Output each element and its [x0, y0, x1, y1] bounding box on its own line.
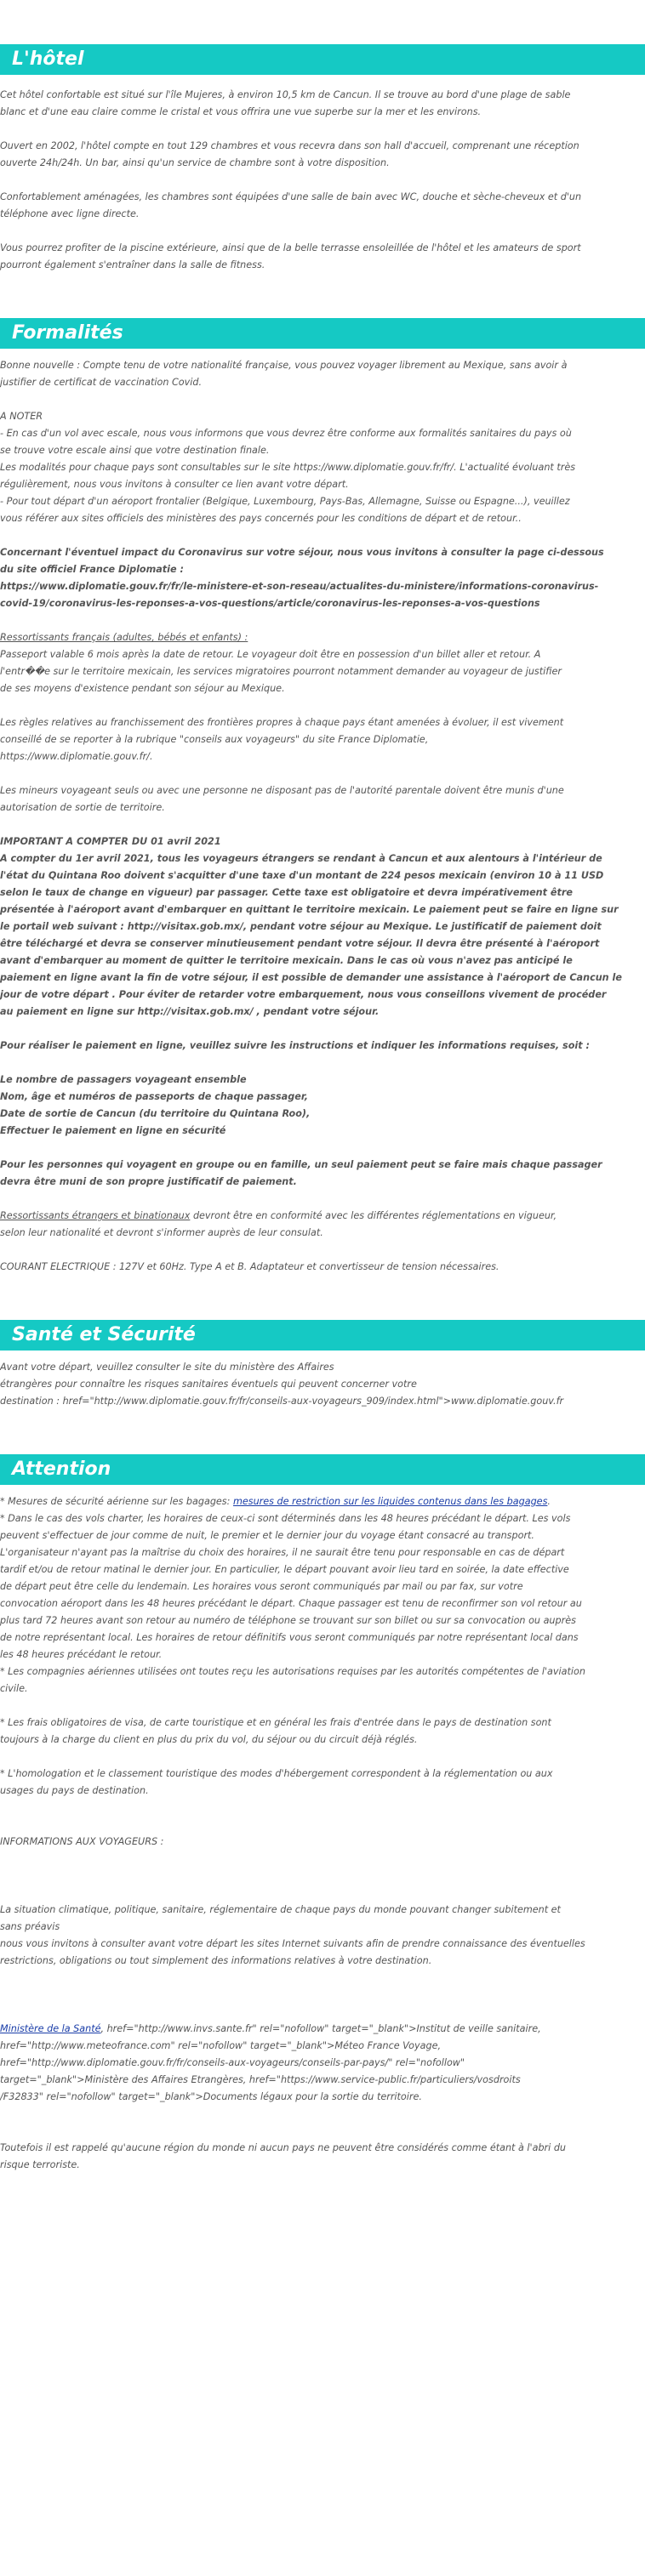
formalites-coronavirus: Concernant l'éventuel impact du Coronavirus sur votre séjour, nous vous invitons à consulter la page ci-dessous du site officiel France Diplomatie : https://www.diplomatie.gouv.fr/fr/le-ministere-et-son-reseau/actualites-du-ministere/informations-coronavirus- covid-19/coronavirus-les-reponses-a-vos-questions/article/coronavirus-les-reponses-a-vos-questions	[0, 547, 604, 609]
attention-vols-charter: * Dans le cas des vols charter, les horaires de ceux-ci sont déterminés dans les 48 heures précédant le départ. Les vols peuvent s'effectuer de jour comme de nuit, le premier et le dernier jour du voyage étant consacré au transport. L'organisateur n'ayant pas la maîtrise du choix des horaires, il ne saurait être tenu pour responsable en cas de départ tardif et/ou de retour matinal le dernier jour. En particulier, le départ pouvant avoir lieu tard en soirée, la date effective de départ peut être celle du lendemain. Les horaires vous seront communiqués par mail ou par fax, sur votre convocation aéroport dans les 48 heures précédant le départ. Chaque passager est tenu de reconfirmer son vol retour au plus tard 72 heures avant son retour au numéro de téléphone se trouvant sur son billet ou sur sa convocation ou auprès de notre représentant local. Les horaires de retour définitifs vous seront communiqués par notre représentant local dans les 48 heures précédant le retour. * Les compagnies aériennes utilisées ont toutes reçu les autorisations requises par les autorités compétentes de l'aviation civile.	[0, 1513, 585, 1694]
formalites-regles-frontieres: Les règles relatives au franchissement des frontières propres à chaque pays étant amenées à évoluer, il est vivement conseillé de se reporter à la rubrique "conseils aux voyageurs" du site France Diplomatie, https://www.diplomatie.gouv.fr/.	[0, 717, 564, 762]
formalites-ressortissants-etrangers	[0, 1208, 645, 1242]
hotel-paragraph-4: Vous pourrez profiter de la piscine extérieure, ainsi que de la belle terrasse ensoleillée de l'hôtel et les amateurs de sport pourront également s'entraîner dans la salle de fitness.	[0, 242, 581, 270]
hotel-paragraph-2: Ouvert en 2002, l'hôtel compte en tout 129 chambres et vous recevra dans son hall d'accueil, comprenant une réception ouverte 24h/24h. Un bar, ainsi qu'un service de chambre sont à votre disposition.	[0, 140, 579, 168]
formalites-ressortissants-francais	[0, 629, 645, 697]
formalites-groupe-famille: Pour les personnes qui voyagent en groupe ou en famille, un seul paiement peut se faire mais chaque passager devra être muni de son propre justificatif de paiement.	[0, 1159, 602, 1187]
attention-homologation: * L'homologation et le classement touristique des modes d'hébergement correspondent à la réglementation ou aux usages du pays de destination.	[0, 1768, 553, 1796]
section-title-formalites: Formalités	[0, 318, 645, 349]
section-sante	[0, 1320, 645, 1410]
ressortissants-etrangers-body: devront être en conformité avec les différentes réglementations en vigueur, selon leur nationalité et devront s'informer auprès de leur consulat.	[0, 1210, 557, 1238]
hotel-paragraph-1: Cet hôtel confortable est situé sur l'île Mujeres, à environ 10,5 km de Cancun. Il se trouve au bord d'une plage de sable blanc et d'une eau claire comme le cristal et vous offrira une vue superbe sur la mer et les environs.	[0, 89, 571, 117]
sante-paragraph-1: Avant votre départ, veuillez consulter le site du ministère des Affaires étrangères pour connaître les risques sanitaires éventuels qui peuvent concerner votre destination : href="http://www.diplomatie.gouv.fr/fr/conseils-aux-voyageurs_909/index.html">www.diplomatie.gouv.fr	[0, 1362, 564, 1407]
attention-bagages-end: .	[547, 1496, 551, 1507]
ministere-sante-link[interactable]: Ministère de la Santé	[0, 2023, 101, 2034]
attention-bagages-text: * Mesures de sécurité aérienne sur les bagages:	[0, 1496, 233, 1507]
section-hotel	[0, 44, 645, 274]
attention-sites-utiles	[0, 2021, 645, 2106]
formalites-mineurs: Les mineurs voyageant seuls ou avec une personne ne disposant pas de l'autorité parentale doivent être munis d'une autorisation de sortie de territoire.	[0, 785, 564, 813]
attention-frais-visa: * Les frais obligatoires de visa, de carte touristique et en général les frais d'entrée dans le pays de destination sont toujours à la charge du client en plus du prix du vol, du séjour ou du circuit déjà réglés.	[0, 1717, 551, 1745]
formalites-paiement-liste: Le nombre de passagers voyageant ensemble Nom, âge et numéros de passeports de chaque passager, Date de sortie de Cancun (du territoire du Quintana Roo), Effectuer le paiement en ligne en sécurité	[0, 1074, 311, 1136]
section-title-sante: Santé et Sécurité	[0, 1320, 645, 1351]
ressortissants-etrangers-heading: Ressortissants étrangers et binationaux	[0, 1210, 191, 1221]
formalites-paiement-instructions: Pour réaliser le paiement en ligne, veuillez suivre les instructions et indiquer les informations requises, soit :	[0, 1040, 590, 1051]
attention-situation-climatique: La situation climatique, politique, sanitaire, réglementaire de chaque pays du monde pouvant changer subitement et sans préavis nous vous invitons à consulter avant votre départ les sites Internet suivants afin de prendre connaissance des éventuelles restrictions, obligations ou tout simplement des informations relatives à votre destination.	[0, 1904, 585, 1966]
sites-utiles-text: , href="http://www.invs.sante.fr" rel="nofollow" target="_blank">Institut de veille sanitaire, href="http://www.meteofrance.com" rel="nofollow" target="_blank">Méteo France Voyage, href="http://www.diplomatie.gouv.fr/fr/conseils-aux-voyageurs/conseils-par-pays/" rel="nofollow" target="_blank">Ministère des Affaires Etrangères, href="https://www.service-public.fr/particuliers/vosdroits /F32833" rel="nofollow" target="_blank">Documents légaux pour la sortie du territoire.	[0, 2023, 541, 2102]
formalites-courant-electrique: COURANT ELECTRIQUE : 127V et 60Hz. Type A et B. Adaptateur et convertisseur de tension nécessaires.	[0, 1261, 499, 1272]
attention-bagages	[0, 1493, 645, 1510]
attention-risque-terroriste: Toutefois il est rappelé qu'aucune région du monde ni aucun pays ne peuvent être considérés comme étant à l'abri du risque terroriste.	[0, 2142, 567, 2170]
liquides-restriction-link[interactable]: mesures de restriction sur les liquides contenus dans les bagages	[232, 1496, 548, 1507]
formalites-important-taxe: IMPORTANT A COMPTER DU 01 avril 2021 A compter du 1er avril 2021, tous les voyageurs étrangers se rendant à Cancun et aux alentours à l'intérieur de l'état du Quintana Roo doivent s'acquitter d'une taxe d'un montant de 224 pesos mexicain (environ 10 à 11 USD selon le taux de change en vigueur) par passager. Cette taxe est obligatoire et devra impérativement être présentée à l'aéroport avant d'embarquer en quittant le territoire mexicain. Le paiement peut se faire en ligne sur le portail web suivant : http://visitax.gob.mx/, pendant votre séjour au Mexique. Le justificatif de paiement doit être téléchargé et devra se conserver minutieusement pendant votre séjour. Il devra être présenté à l'aéroport avant d'embarquer au moment de quitter le territoire mexicain. Dans le cas où vous n'avez pas anticipé le paiement en ligne avant la fin de votre séjour, il est possible de demander une assistance à l'aéroport de Cancun le jour de votre départ . Pour éviter de retarder votre embarquement, nous vous conseillons vivement de procéder au paiement en ligne sur http://visitax.gob.mx/ , pendant votre séjour.	[0, 836, 622, 1017]
ressortissants-francais-body: Passeport valable 6 mois après la date de retour. Le voyageur doit être en possession d'un billet aller et retour. A l'entr��e sur le territoire mexicain, les services migratoires pourront notamment demander au voyageur de justifier de ses moyens d'existence pendant son séjour au Mexique.	[0, 649, 562, 694]
ressortissants-francais-heading: Ressortissants français (adultes, bébés et enfants) :	[0, 632, 248, 643]
section-title-attention: Attention	[0, 1454, 645, 1485]
hotel-paragraph-3: Confortablement aménagées, les chambres sont équipées d'une salle de bain avec WC, douche et sèche-cheveux et d'un téléphone avec ligne directe.	[0, 191, 582, 219]
section-formalites	[0, 318, 645, 1276]
formalites-a-noter: A NOTER - En cas d'un vol avec escale, nous vous informons que vous devrez être conforme aux formalités sanitaires du pays où se trouve votre escale ainsi que votre destination finale. Les modalités pour chaque pays sont consultables sur le site https://www.diplomatie.gouv.fr/fr/. L'actualité évoluant très régulièrement, nous vous invitons à consulter ce lien avant votre départ. - Pour tout départ d'un aéroport frontalier (Belgique, Luxembourg, Pays-Bas, Allemagne, Suisse ou Espagne...), veuillez vous référer aux sites officiels des ministères des pays concernés pour les conditions de départ et de retour..	[0, 411, 576, 524]
attention-informations-voyageurs: INFORMATIONS AUX VOYAGEURS :	[0, 1836, 164, 1847]
section-title-hotel: L'hôtel	[0, 44, 645, 75]
formalites-paragraph-1: Bonne nouvelle : Compte tenu de votre nationalité française, vous pouvez voyager librement au Mexique, sans avoir à justifier de certificat de vaccination Covid.	[0, 360, 568, 388]
section-attention	[0, 1454, 645, 2174]
